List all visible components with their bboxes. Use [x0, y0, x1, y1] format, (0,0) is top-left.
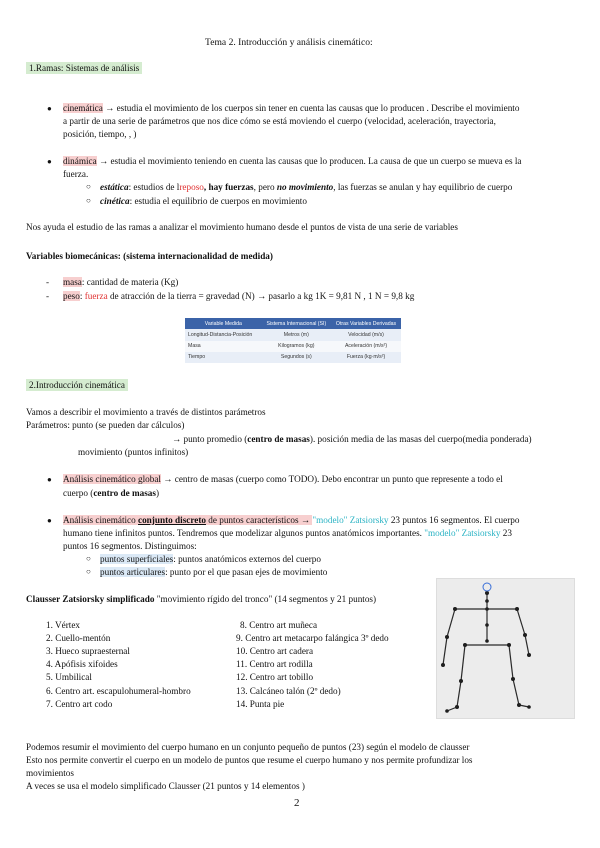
skeleton-model-image [436, 578, 575, 719]
final-line-4: A veces se usa el modelo simplificado Clausser (21 puntos y 14 elementos ) [26, 781, 305, 791]
clausser-list-item: 10. Centro art cadera [236, 646, 314, 656]
table-row [185, 341, 401, 352]
table-row [185, 352, 401, 363]
circle-bullet-icon: ○ [86, 182, 91, 191]
discreto-line-1: Análisis cinemático conjunto discreto de puntos característicos → "modelo" Zatsiorsky 23 puntos 16 segmentos. El cuerpo [63, 515, 520, 525]
bullet-icon: ● [47, 104, 52, 113]
clausser-list-item: 12. Centro art tobillo [236, 672, 314, 682]
nos-ayuda-paragraph: Nos ayuda el estudio de las ramas a analizar el movimiento humano desde el puntos de vista de una serie de variables [26, 222, 458, 232]
table-cell: Metros (m) [262, 329, 331, 340]
sec2-paragraph-3: → punto promedio (centro de masas). posición media de las masas del cuerpo(media ponderada) [172, 434, 532, 444]
table-cell: Masa [185, 341, 262, 352]
clausser-list-item: 14. Punta pie [236, 699, 285, 709]
clausser-list-item: 3. Hueco supraesternal [46, 646, 130, 656]
table-cell: Segundos (s) [262, 352, 331, 363]
table-header-cell: Otras Variables Derivadas [331, 318, 401, 329]
variables-heading: Variables biomecánicas: (sistema internacionalidad de medida) [26, 251, 273, 261]
clausser-list-item: 1. Vértex [46, 620, 81, 630]
dash-bullet: - [46, 291, 50, 301]
cinematica-line-2: a partir de una serie de parámetros que nos dice cómo se está moviendo el cuerpo (velocidad, aceleración, trayectoria, [63, 116, 496, 126]
section-1-heading: 1.Ramas: Sistemas de análisis [26, 62, 142, 75]
estatica-line: estática: estudios de lreposo, hay fuerzas, pero no movimiento, las fuerzas se anulan y hay equilibrio de cuerpo [100, 182, 513, 192]
bullet-icon: ● [47, 475, 52, 484]
peso-line: peso: fuerza de atracción de la tierra = gravedad (N) → pasarlo a kg 1K = 9,81 N , 1 N = 9,8 kg [63, 291, 415, 301]
sec2-paragraph-4: movimiento (puntos infinitos) [78, 447, 189, 457]
clausser-list-item: 5. Umbilical [46, 672, 92, 682]
cinematica-line-1: cinemática → estudia el movimiento de los cuerpos sin tener en cuenta las causas que lo producen . Describe el movimiento [63, 103, 520, 113]
table-cell: Tiempo [185, 352, 262, 363]
discreto-line-3: puntos 16 segmentos. Distinguimos: [63, 541, 197, 551]
table-header-cell: Variable Medida [185, 318, 262, 329]
sec2-paragraph-1: Vamos a describir el movimiento a través de distintos parámetros [26, 407, 266, 417]
table-header-cell: Sistema Internacional (SI) [262, 318, 331, 329]
clausser-list-item: 7. Centro art codo [46, 699, 113, 709]
section-2-heading: 2.Introducción cinemática [26, 379, 128, 392]
page-title: Tema 2. Introducción y análisis cinemático: [205, 37, 373, 48]
sec2-paragraph-2: Parámetros: punto (se pueden dar cálculos) [26, 420, 185, 430]
table-cell: Kilogramos (kg) [262, 341, 331, 352]
bullet-icon: ● [47, 157, 52, 166]
page-number: 2 [294, 797, 300, 809]
clausser-list-item: 13. Calcáneo talón (2º dedo) [236, 686, 341, 696]
clausser-heading: Clausser Zatsiorsky simplificado "movimiento rígido del tronco" (14 segmentos y 21 puntos) [26, 594, 377, 604]
circle-bullet-icon: ○ [86, 554, 91, 563]
clausser-list-item: 8. Centro art muñeca [240, 620, 318, 630]
table-cell: Fuerza (kg·m/s²) [331, 352, 401, 363]
puntos-articulares-line: puntos articulares: punto por el que pasan ejes de movimiento [100, 567, 328, 577]
global-line-2: cuerpo (centro de masas) [63, 488, 160, 498]
bullet-icon: ● [47, 516, 52, 525]
global-line-1: Análisis cinemático global → centro de masas (cuerpo como TODO). Debo encontrar un punto que represente a todo el [63, 474, 503, 484]
clausser-list-item: 2. Cuello-mentón [46, 633, 111, 643]
stick-figure-icon [437, 579, 574, 718]
discreto-line-2: humano tiene infinitos puntos. Tendremos que modelizar algunos puntos anatómicos importantes. "modelo" Zatsiorsky 23 [63, 528, 512, 538]
table-cell: Aceleración (m/s²) [331, 341, 401, 352]
circle-bullet-icon: ○ [86, 567, 91, 576]
circle-bullet-icon: ○ [86, 196, 91, 205]
table-row [185, 329, 401, 340]
puntos-superficiales-line: puntos superficiales: puntos anatómicos externos del cuerpo [100, 554, 321, 564]
final-line-1: Podemos resumir el movimiento del cuerpo humano en un conjunto pequeño de puntos (23) según el modelo de clausser [26, 742, 470, 752]
units-table [185, 318, 401, 363]
cinetica-line: cinética: estudia el equilibrio de cuerpos en movimiento [100, 196, 307, 206]
dinamica-line-1: dinámica → estudia el movimiento teniendo en cuenta las causas que lo producen. La causa de que un cuerpo se mueva es la [63, 156, 522, 166]
clausser-list-item: 9. Centro art metacarpo falángica 3º dedo [236, 633, 389, 643]
clausser-list-item: 4. Apófisis xifoides [46, 659, 118, 669]
clausser-list-item: 6. Centro art. escapulohumeral-hombro [46, 686, 191, 696]
clausser-list-item: 11. Centro art rodilla [236, 659, 313, 669]
dash-bullet: - [46, 277, 50, 287]
table-header-row [185, 318, 401, 329]
final-line-2: Esto nos permite convertir el cuerpo en un modelo de puntos que resume el cuerpo humano y nos permite profundizar los [26, 755, 473, 765]
final-line-3: movimientos [26, 768, 74, 778]
masa-line: masa: cantidad de materia (Kg) [63, 277, 179, 287]
cinematica-line-3: posición, tiempo, , ) [63, 129, 137, 139]
dinamica-line-2: fuerza. [63, 169, 89, 179]
table-cell: Longitud-Distancia-Posición [185, 329, 262, 340]
table-cell: Velocidad (m/s) [331, 329, 401, 340]
